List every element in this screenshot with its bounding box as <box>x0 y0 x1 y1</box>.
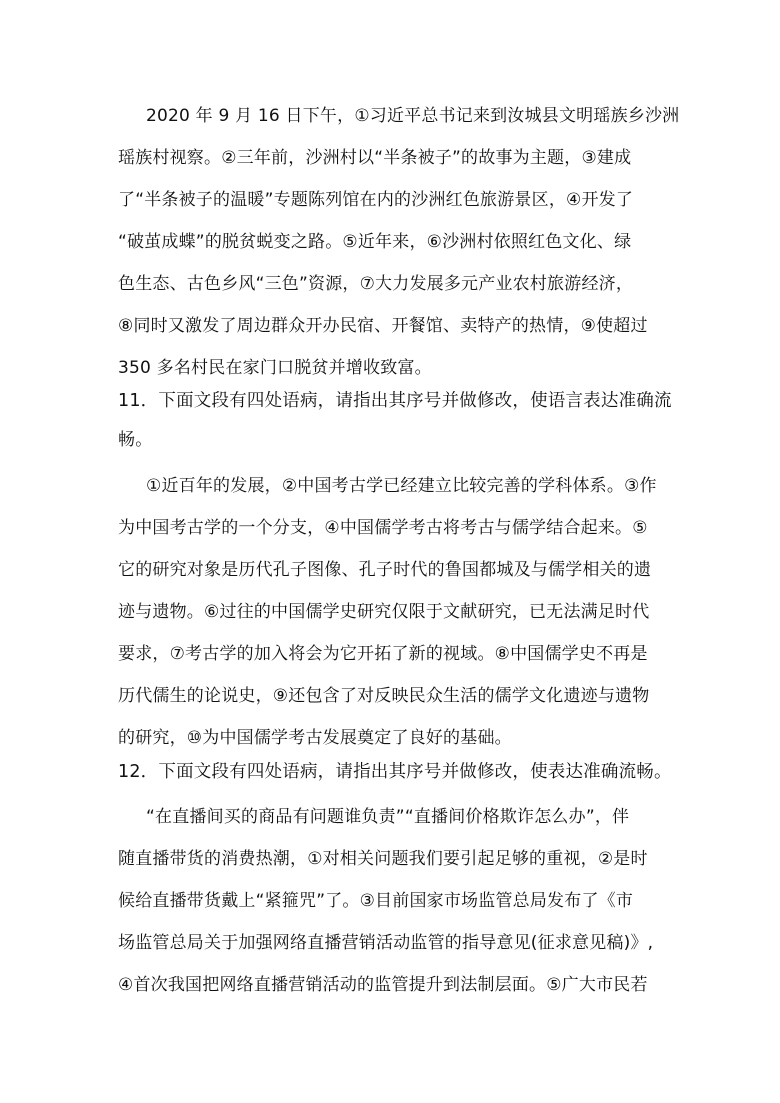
paragraph-line: 随直播带货的消费热潮，①对相关问题我们要引起足够的重视，②是时 <box>118 849 648 869</box>
question-line: 12．下面文段有四处语病，请指出其序号并做修改，使表达准确流畅。 <box>118 762 672 782</box>
paragraph-line: 它的研究对象是历代孔子图像、孔子时代的鲁国都城及与儒学相关的遗 <box>118 560 652 580</box>
paragraph-line: “破茧成蝶”的脱贫蜕变之路。⑤近年来，⑥沙洲村依照红色文化、绿 <box>118 232 632 252</box>
paragraph-line: 要求，⑦考古学的加入将会为它开拓了新的视域。⑧中国儒学史不再是 <box>118 644 648 664</box>
paragraph-line: ④首次我国把网络直播营销活动的监管提升到法制层面。⑤广大市民若 <box>118 975 648 995</box>
paragraph-line: ⑧同时又激发了周边群众开办民宿、开餐馆、卖特产的热情，⑨使超过 <box>118 316 648 336</box>
paragraph-line: 2020 年 9 月 16 日下午，①习近平总书记来到汝城县文明瑶族乡沙洲 <box>146 106 680 126</box>
paragraph-line: 候给直播带货戴上“紧箍咒”了。③目前国家市场监管总局发布了《市 <box>118 891 634 911</box>
paragraph-line: 场监管总局关于加强网络直播营销活动监管的指导意见(征求意见稿)》, <box>118 933 654 953</box>
question-line: 11．下面文段有四处语病，请指出其序号并做修改，使语言表达准确流 <box>118 391 672 411</box>
paragraph-line: 350 多名村民在家门口脱贫并增收致富。 <box>118 358 432 378</box>
paragraph-line: 瑶族村视察。②三年前，沙洲村以“半条被子”的故事为主题，③建成 <box>118 148 632 168</box>
paragraph-line: 为中国考古学的一个分支，④中国儒学考古将考古与儒学结合起来。⑤ <box>118 518 648 538</box>
paragraph-line: 色生态、古色乡风“三色”资源，⑦大力发展多元产业农村旅游经济， <box>118 274 634 294</box>
paragraph-line: 了“半条被子的温暖”专题陈列馆在内的沙洲红色旅游景区，④开发了 <box>118 190 634 210</box>
paragraph-line: ①近百年的发展，②中国考古学已经建立比较完善的学科体系。③作 <box>146 476 657 496</box>
paragraph-line: 历代儒生的论说史，⑨还包含了对反映民众生活的儒学文化遗迹与遗物 <box>118 686 650 706</box>
paragraph-line: 的研究，⑩为中国儒学考古发展奠定了良好的基础。 <box>118 728 512 748</box>
paragraph-line: “在直播间买的商品有问题谁负责”“直播间价格欺诈怎么办”，伴 <box>146 807 630 827</box>
question-line: 畅。 <box>118 430 153 450</box>
paragraph-line: 迹与遗物。⑥过往的中国儒学史研究仅限于文献研究，已无法满足时代 <box>118 602 650 622</box>
